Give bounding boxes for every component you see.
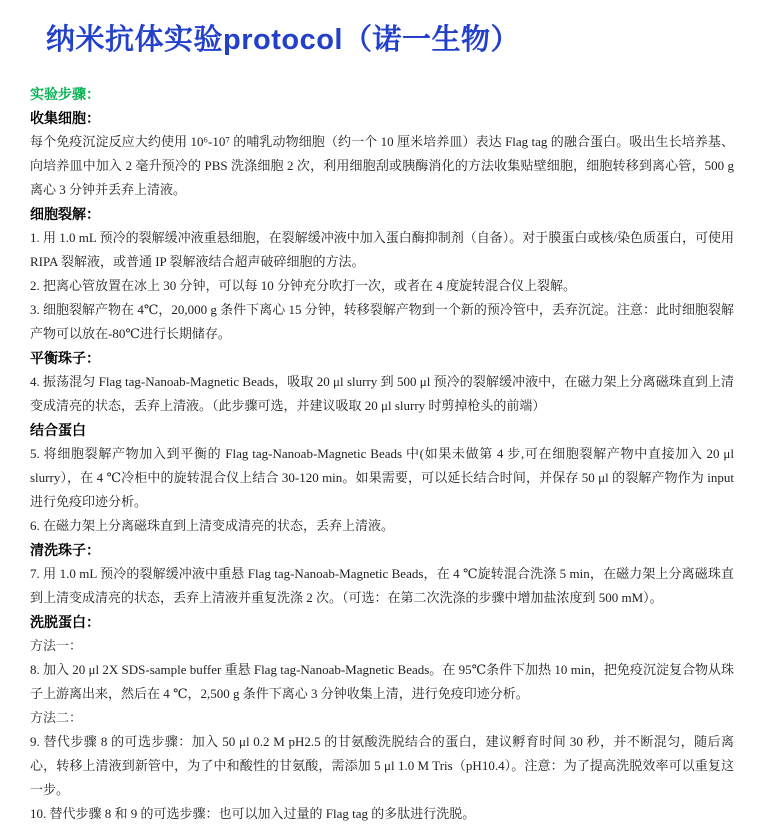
elute-method1-label: 方法一： — [30, 638, 83, 653]
collect-cells-paragraph: 每个免疫沉淀反应大约使用 10⁶-10⁷ 的哺乳动物细胞（约一个 10 厘米培养皿）表达 Flag tag 的融合蛋白。吸出生长培养基、向培养皿中加入 2 毫升预冷的 PBS 洗涤细胞 2 次，利用细胞刮或胰酶消化的方法收集贴壁细胞，细胞转移到离心管，500 g 离心 3 分钟并丢弃上清液。 — [30, 134, 734, 197]
section-collect-cells-heading: 收集细胞： — [30, 110, 100, 126]
experiment-steps-label: 实验步骤： — [30, 86, 100, 102]
document-title: 纳米抗体实验protocol（诺一生物） — [46, 24, 520, 56]
elute-step-10: 10. 替代步骤 8 和 9 的可选步骤：也可以加入过量的 Flag tag 的多肽进行洗脱。 — [30, 806, 476, 821]
section-wash-beads-heading: 清洗珠子： — [30, 542, 100, 558]
section-wash-beads — [30, 538, 734, 610]
section-cell-lysis — [30, 202, 734, 346]
elute-step-9: 9. 替代步骤 8 的可选步骤：加入 50 μl 0.2 M pH2.5 的甘氨酸洗脱结合的蛋白，建议孵育时间 30 秒，并不断混匀，随后离心，转移上清液到新管中，为了中和酸性的甘氨酸，需添加 5 μl 1.0 M Tris（pH10.4）。注意：为了提高洗脱效率可以重复这一步。 — [30, 734, 734, 797]
bind-protein-step-6: 6. 在磁力架上分离磁珠直到上清变成清亮的状态，丢弃上清液。 — [30, 518, 395, 533]
section-bind-protein — [30, 418, 734, 538]
elute-method2-label: 方法二： — [30, 710, 83, 725]
cell-lysis-step-1: 1. 用 1.0 mL 预冷的裂解缓冲液重悬细胞，在裂解缓冲液中加入蛋白酶抑制剂（自备）。对于膜蛋白或核/染色质蛋白，可使用 RIPA 裂解液，或普通 IP 裂解液结合超声破碎细胞的方法。 — [30, 230, 734, 269]
cell-lysis-step-2: 2. 把离心管放置在冰上 30 分钟，可以每 10 分钟充分吹打一次，或者在 4 度旋转混合仪上裂解。 — [30, 278, 577, 293]
section-bind-protein-heading: 结合蛋白 — [30, 422, 86, 438]
section-cell-lysis-heading: 细胞裂解： — [30, 206, 100, 222]
section-elute-protein-heading: 洗脱蛋白： — [30, 614, 100, 630]
section-collect-cells — [30, 106, 734, 202]
section-equilibrate-beads-heading: 平衡珠子： — [30, 350, 100, 366]
elute-step-8: 8. 加入 20 μl 2X SDS-sample buffer 重悬 Flag tag-Nanoab-Magnetic Beads。在 95℃条件下加热 10 min，把免疫沉淀复合物从珠子上游离出来，然后在 4 ℃，2,500 g 条件下离心 3 分钟收集上清，进行免疫印迹分析。 — [30, 662, 734, 701]
wash-beads-step-7: 7. 用 1.0 mL 预冷的裂解缓冲液中重悬 Flag tag-Nanoab-Magnetic Beads，在 4 ℃旋转混合洗涤 5 min，在磁力架上分离磁珠直到上清变成清亮的状态，丢弃上清液并重复洗涤 2 次。（可选：在第二次洗涤的步骤中增加盐浓度到 500 mM）。 — [30, 566, 734, 605]
section-equilibrate-beads — [30, 346, 734, 418]
section-elute-protein — [30, 610, 734, 826]
cell-lysis-step-3: 3. 细胞裂解产物在 4℃，20,000 g 条件下离心 15 分钟，转移裂解产物到一个新的预冷管中，丢弃沉淀。注意：此时细胞裂解产物可以放在-80℃进行长期储存。 — [30, 302, 734, 341]
bind-protein-step-5: 5. 将细胞裂解产物加入到平衡的 Flag tag-Nanoab-Magnetic Beads 中(如果未做第 4 步,可在细胞裂解产物中直接加入 20 μl slurry），在 4 ℃冷柜中的旋转混合仪上结合 30-120 min。如果需要，可以延长结合时间，并保存 50 μl 的裂解产物作为 input 进行免疫印迹分析。 — [30, 446, 734, 509]
equilibrate-beads-step-4: 4. 振荡混匀 Flag tag-Nanoab-Magnetic Beads，吸取 20 μl slurry 到 500 μl 预冷的裂解缓冲液中，在磁力架上分离磁珠直到上清变成清亮的状态，丢弃上清液。（此步骤可选，并建议吸取 20 μl slurry 时剪掉枪头的前端） — [30, 374, 734, 413]
